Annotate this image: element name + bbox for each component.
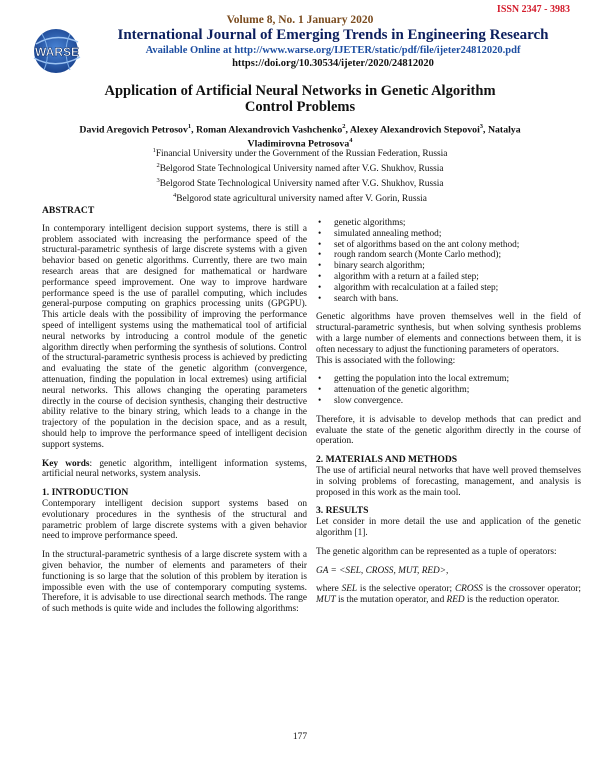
list-item bbox=[316, 272, 581, 283]
bullet-icon: • bbox=[318, 395, 322, 406]
introduction-heading: 1. INTRODUCTION bbox=[42, 487, 129, 499]
affiliation-text: Belgorod State Technological University named after V.G. Shukhov, Russia bbox=[159, 179, 444, 190]
doi-link[interactable]: https://doi.org/10.30534/ijeter/2020/24812020 bbox=[232, 58, 434, 69]
author-name: Alexey Alexandrovich Stepovoi bbox=[349, 124, 480, 136]
author-sup: 1 bbox=[187, 123, 192, 130]
issn-label: ISSN 2347 - 3983 bbox=[496, 4, 570, 15]
list-item-text: slow convergence. bbox=[334, 395, 404, 406]
where-text: is the mutation operator, and bbox=[335, 595, 447, 606]
results-paragraph-2: The genetic algorithm can be represented as a tuple of operators: bbox=[316, 546, 557, 557]
where-paragraph bbox=[316, 584, 581, 606]
affiliation bbox=[60, 160, 540, 175]
affiliation bbox=[60, 190, 540, 205]
affiliation-text: Belgorod state agricultural university named after V. Gorin, Russia bbox=[176, 194, 427, 205]
author-name: David Aregovich Petrosov bbox=[79, 124, 188, 136]
warse-logo bbox=[22, 26, 94, 76]
abstract-text: In contemporary intelligent decision support systems, there is still a problem associated with increasing the performance speed of the structural-parametric synthesis of large discrete systems with a given behavior based on genetic algorithms. Currently, there are two main research areas that are designed for mathematical or hardware performance speed improvement. One way to improve hardware performance speed is the use of parallel computing, which includes general-purpose computing on graphics processing units (GPGPU). This article deals with the possibility of improving the performance speed of intelligent systems using the mathematical tool of artificial neural networks by introducing a control module of the genetic algorithm directly when performing the synthesis of solutions. Control of the structural-parametric synthesis process is achieved by predicting and evaluating the state of the genetic algorithm (convergence, attenuation, finding the population in local extremes) using artificial neural networks. This allows changing the operating parameters directly in the course of decision synthesis, changing their destructive ability relative to the binary string, which leads to a change in the trajectory of the population in the decision space, and as a result, should help to improve the performance speed of intelligent decision support systems. bbox=[42, 223, 307, 450]
right-column bbox=[316, 218, 581, 614]
author-name: Roman Alexandrovich Vashchenko bbox=[196, 124, 343, 136]
operator-symbol: RED bbox=[446, 595, 465, 606]
bullet-icon: • bbox=[318, 374, 322, 385]
affiliation bbox=[60, 145, 540, 160]
list-item bbox=[316, 250, 581, 261]
intro-paragraph-1: Contemporary intelligent decision support systems based on evolutionary procedures in the synthesis of the structural and parametric problem of large discrete systems with a given behavior need to improve performance speed. bbox=[42, 498, 307, 542]
list-item bbox=[316, 229, 581, 240]
title-line-1: Application of Artificial Neural Networks in Genetic Algorithm bbox=[104, 83, 496, 99]
bullet-icon: • bbox=[318, 239, 322, 250]
affiliation-sup: 2 bbox=[156, 162, 160, 170]
logo-text: WARSE bbox=[34, 45, 80, 59]
affiliation-sup: 3 bbox=[156, 177, 160, 185]
list-item-text: search with bans. bbox=[334, 293, 399, 304]
available-online-link[interactable]: Available Online at http://www.warse.org/IJETER/static/pdf/file/ijeter24812020.pdf bbox=[145, 45, 521, 56]
list-item bbox=[316, 374, 581, 385]
author-sup: 4 bbox=[349, 137, 353, 145]
list-item-text: algorithm with a return at a failed step; bbox=[334, 271, 479, 282]
list-item-text: rough random search (Monte Carlo method); bbox=[334, 250, 502, 261]
affiliation-sup: 1 bbox=[152, 147, 156, 154]
list-item-text: algorithm with recalculation at a failed step; bbox=[334, 282, 499, 293]
operator-symbol: SEL bbox=[341, 584, 358, 595]
affiliation bbox=[60, 175, 540, 190]
where-text: is the crossover operator; bbox=[482, 584, 581, 595]
list-item-text: simulated annealing method; bbox=[334, 228, 442, 239]
volume-label: Volume 8, No. 1 January 2020 bbox=[226, 14, 374, 26]
author-name: Natalya Vladimirovna Petrosova bbox=[247, 124, 521, 150]
ga-formula: GA = <SEL, CROSS, MUT, RED>, bbox=[316, 565, 449, 576]
list-item bbox=[316, 294, 581, 305]
operator-symbol: MUT bbox=[316, 595, 336, 606]
title-line-2: Control Problems bbox=[244, 99, 356, 115]
abstract-heading: ABSTRACT bbox=[42, 205, 95, 216]
genetic-paragraph: Genetic algorithms have proven themselves well in the field of structural-parametric synthesis, but when solving synthesis problems with a large number of elements and connections between them, it is often necessary to adjust the functioning parameters of operators. bbox=[316, 312, 581, 355]
keywords bbox=[42, 459, 307, 481]
algorithm-list bbox=[316, 218, 581, 304]
list-item-text: genetic algorithms; bbox=[334, 218, 406, 228]
list-item-text: set of algorithms based on the ant colony method; bbox=[334, 239, 520, 250]
bullet-icon: • bbox=[318, 218, 322, 228]
list-item bbox=[316, 218, 581, 229]
author-sup: 3 bbox=[479, 123, 484, 130]
page-number: 177 bbox=[292, 732, 308, 742]
author-list: David Aregovich Petrosov$^1$, Roman Alexandrovich Vashchenko$^2$, Alexey Alexandrovich Stepovoi$^3$, Natalya Vladimirovna Petrosova$^4$ bbox=[79, 123, 521, 150]
results-heading: 3. RESULTS bbox=[316, 505, 369, 517]
results-paragraph: Let consider in more detail the use and application of the genetic algorithm [1]. bbox=[316, 517, 581, 538]
materials-heading: 2. MATERIALS AND METHODS bbox=[316, 454, 458, 466]
bullet-icon: • bbox=[318, 261, 322, 272]
keywords-label: Key words bbox=[42, 458, 90, 469]
list-item-text: attenuation of the genetic algorithm; bbox=[334, 385, 470, 396]
therefore-paragraph: Therefore, it is advisable to develop methods that can predict and evaluate the state of the genetic algorithm directly in the course of operation. bbox=[316, 414, 581, 447]
journal-title: International Journal of Emerging Trends in Engineering Research bbox=[117, 27, 549, 43]
issue-list bbox=[316, 374, 581, 406]
materials-paragraph: The use of artificial neural networks that have well proved themselves in solving problems of forecasting, management, and analysis is proposed in this work as the main tool. bbox=[316, 465, 581, 498]
affiliation-sup: 4 bbox=[173, 192, 177, 200]
intro-paragraph-2: In the structural-parametric synthesis of a large discrete system with a given behavior, the number of elements and parameters of their functioning is so large that the solution of this problem by iteration is impossible even with the use of contemporary computing systems. Therefore, it is advisable to use directional search methods. The range of such methods is quite wide and includes the following algorithms: bbox=[42, 550, 307, 615]
list-item bbox=[316, 396, 581, 407]
list-item-text: binary search algorithm; bbox=[334, 261, 425, 272]
where-text: where bbox=[316, 584, 342, 595]
list-item-text: getting the population into the local extremum; bbox=[334, 374, 510, 385]
bullet-icon: • bbox=[318, 293, 322, 304]
author-sup: 2 bbox=[342, 123, 346, 130]
left-column bbox=[42, 206, 307, 623]
bullet-icon: • bbox=[318, 271, 322, 282]
affiliation-text: Belgorod State Technological University named after V.G. Shukhov, Russia bbox=[159, 164, 444, 175]
bullet-icon: • bbox=[318, 228, 322, 239]
paper-title bbox=[60, 83, 540, 115]
list-item bbox=[316, 283, 581, 294]
bullet-icon: • bbox=[318, 250, 322, 261]
list-item bbox=[316, 385, 581, 396]
keywords-text: : genetic algorithm, intelligent information systems, artificial neural networks, system analysis. bbox=[42, 458, 308, 480]
list-item bbox=[316, 261, 581, 272]
affiliation-text: Financial University under the Government of the Russian Federation, Russia bbox=[155, 149, 448, 160]
affiliations bbox=[60, 145, 540, 206]
list-item bbox=[316, 240, 581, 251]
bullet-icon: • bbox=[318, 385, 322, 396]
operator-symbol: CROSS bbox=[454, 584, 483, 595]
bullet-icon: • bbox=[318, 282, 322, 293]
where-text: is the selective operator; bbox=[357, 584, 455, 595]
where-text: is the reduction operator. bbox=[464, 595, 560, 606]
associated-paragraph: This is associated with the following: bbox=[316, 355, 456, 366]
